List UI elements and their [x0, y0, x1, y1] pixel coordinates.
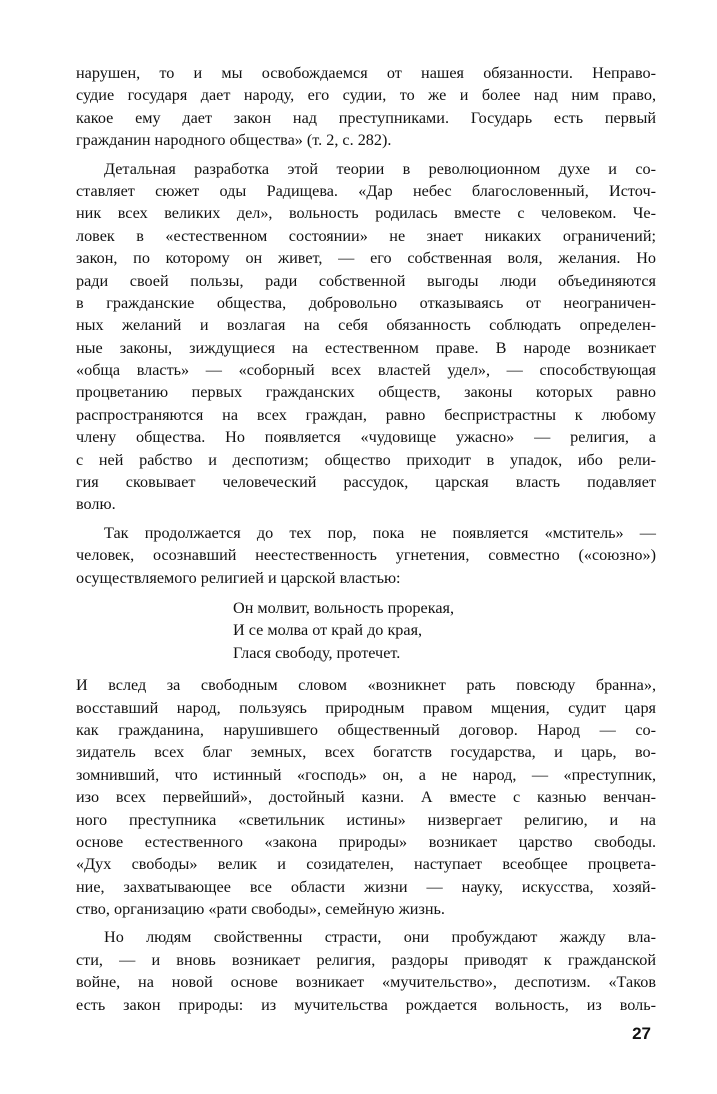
verse-line: И се молва от край до края,: [233, 621, 423, 640]
text-line: ные законы, зиждущиеся на естественном праве. В народе возникает: [76, 338, 656, 357]
text-line: Но людям свойственны страсти, они пробуждают жажду вла-: [104, 928, 656, 947]
text-line: судие государя дает народу, его судии, то же и более над ним право,: [76, 86, 656, 105]
text-line: зомнивший, что истинный «господь» он, а не народ, — «преступник,: [76, 765, 656, 784]
text-line: в гражданские общества, добровольно отказываясь от неограничен-: [76, 293, 656, 312]
page-body: [76, 62, 656, 1016]
text-line: основе естественного «закона природы» возникает царство свободы.: [76, 832, 656, 851]
text-line: ради своей пользы, ради собственной выгоды люди объединяются: [76, 271, 656, 290]
text-line: И вслед за свободным словом «возникнет рать повсюду бранна»,: [76, 676, 656, 695]
text-line: как гражданина, нарушившего общественный договор. Народ — со-: [76, 720, 656, 739]
text-line: распространяются на всех граждан, равно беспристрастны к любому: [76, 405, 656, 424]
text-line: ние, захватывающее все области жизни — науку, искусства, хозяй-: [76, 877, 656, 896]
text-line: зидатель всех благ земных, всех богатств государства, и царь, во-: [76, 743, 656, 762]
text-line: войне, на новой основе возникает «мучительство», деспотизм. «Таков: [76, 973, 656, 992]
text-line: ство, организацию «рати свободы», семейную жизнь.: [76, 900, 445, 919]
text-line: гражданин народного общества» (т. 2, с. 282).: [76, 131, 392, 150]
text-line: ных желаний и возлагая на себя обязанность соблюдать определен-: [76, 316, 656, 335]
text-line: Так продолжается до тех пор, пока не появляется «мститель» —: [104, 523, 656, 542]
text-line: «обща власть» — «соборный всех властей удел», — способствующая: [76, 361, 656, 380]
text-line: Детальная разработка этой теории в революционном духе и со-: [104, 159, 656, 178]
text-line: сти, — и вновь возникает религия, раздоры приводят к гражданской: [76, 950, 656, 969]
text-line: есть закон природы: из мучительства рождается вольность, из воль-: [76, 995, 656, 1014]
text-line: волю.: [76, 495, 116, 514]
text-line: ного преступника «светильник истины» низвергает религию, и на: [76, 810, 656, 829]
verse-line: Он молвит, вольность прорекая,: [233, 598, 455, 617]
text-line: закон, по которому он живет, — его собственная воля, желания. Но: [76, 249, 656, 268]
text-line: ставляет сюжет оды Радищева. «Дар небес благословенный, Источ-: [76, 181, 656, 200]
text-line: гия сковывает человеческий рассудок, царская власть подавляет: [76, 473, 656, 492]
text-line: ник всех великих дел», вольность родилась вместе с человеком. Че-: [76, 204, 656, 223]
text-line: какое ему дает закон над преступниками. Государь есть первый: [76, 108, 656, 127]
text-line: нарушен, то и мы освобождаемся от нашея обязанности. Неправо-: [76, 64, 656, 82]
text-line: члену общества. Но появляется «чудовище ужасно» — религия, а: [76, 428, 656, 447]
text-line: осуществляемого религией и царской властью:: [76, 568, 401, 587]
page-number: 27: [632, 1024, 651, 1043]
text-line: человек, осознавший неестественность угнетения, совместно («союзно»): [76, 546, 656, 565]
verse-line: Глася свободу, протечет.: [233, 643, 401, 662]
text-line: изо всех первейший», достойный казни. А вместе с казнью венчан-: [76, 788, 656, 807]
text-line: восставший народ, пользуясь природным правом мщения, судит царя: [76, 698, 656, 717]
text-line: ловек в «естественном состоянии» не знает никаких ограничений;: [76, 226, 656, 245]
text-line: с ней рабство и деспотизм; общество приходит в упадок, ибо рели-: [76, 450, 656, 469]
text-line: процветанию первых гражданских обществ, законы которых равно: [76, 383, 656, 402]
text-line: «Дух свободы» велик и созидателен, наступает всеобщее процвета-: [76, 855, 656, 874]
verse-quote: [76, 597, 656, 664]
